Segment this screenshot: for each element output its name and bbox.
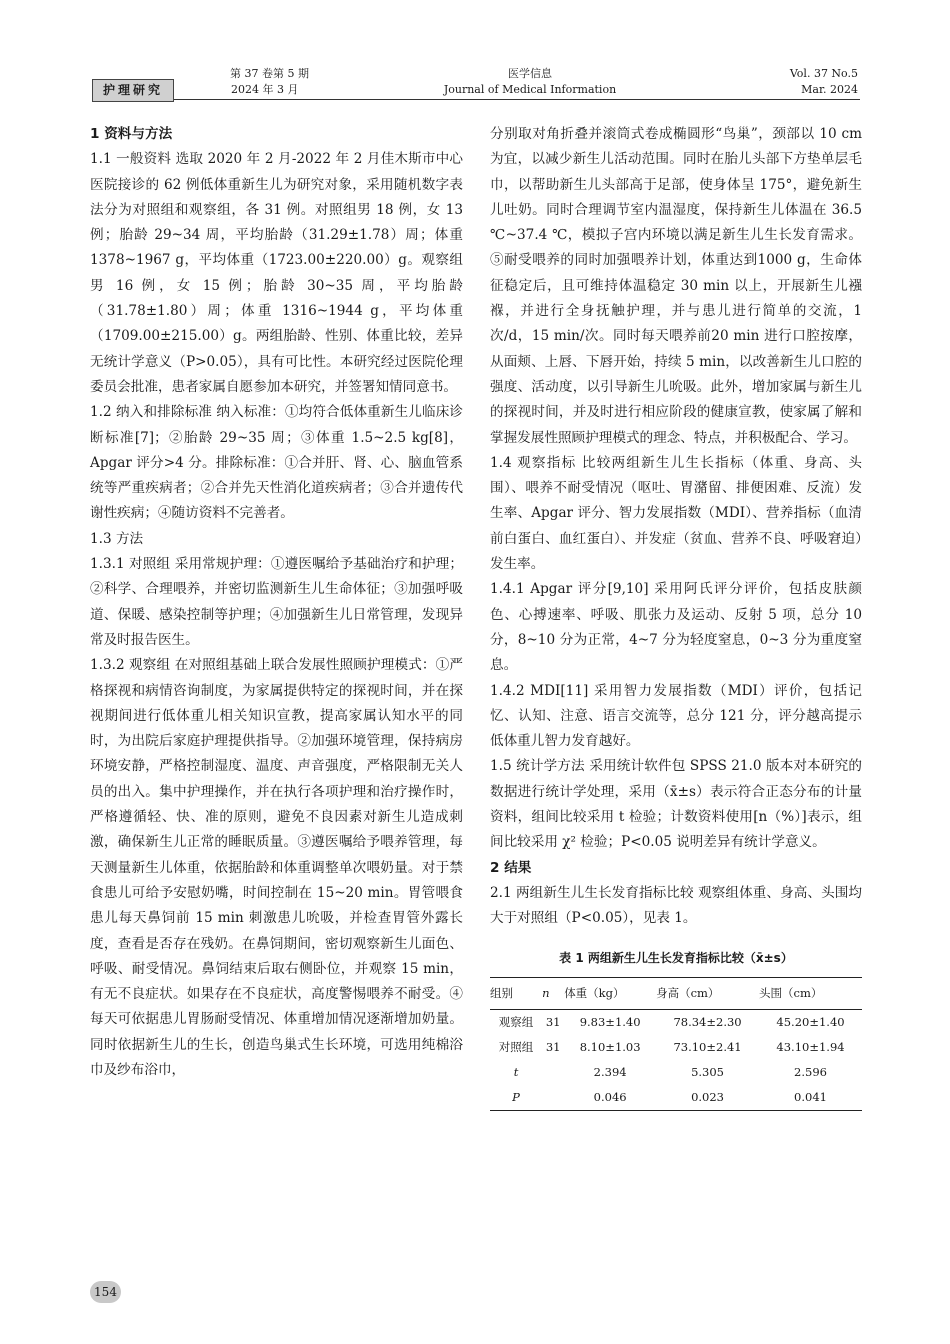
section-heading-results: 2 结果 (490, 859, 532, 876)
table-cell: 73.10±2.41 (673, 1040, 742, 1055)
section-badge: 护理研究 (92, 79, 174, 102)
paragraph-control-group: 1.3.1 对照组 采用常规护理：①遵医嘱给予基础治疗和护理；②科学、合理喂养，并密切监测新生儿生命体征；③加强呼吸道、保暖、感染控制等护理；④加强新生儿日常管理，发现异常及时报告医生。 (90, 556, 463, 648)
paragraph-general-data: 1.1 一般资料 选取 2020 年 2 月-2022 年 2 月佳木斯市中心医院接诊的 62 例低体重新生儿为研究对象，采用随机数字表法分为对照组和观察组，各 31 例。对照组男 18 例，女 13 例；胎龄 29~34 周，平均胎龄（31.29±1.78）周；体重 1378~1967 g，平均体重（1723.00±220.00）g。观察组男 16 例，女 15 例；胎龄 30~35 周，平均胎龄（31.78±1.80）周；体重 1316~1944 g，平均体重（1709.00±215.00）g。两组胎龄、性别、体重比较，差异无统计学意义（P>0.05），具有可比性。本研究经过医院伦理委员会批准，患者家属自愿参加本研究，并签署知情同意书。 (90, 151, 463, 395)
table-cell: P (490, 1085, 542, 1111)
paragraph-nest-care: 分别取对角折叠并滚筒式卷成椭圆形“鸟巢”，颈部以 10 cm 为宜，以减少新生儿活动范围。同时在胎儿头部下方垫单层毛巾，以帮助新生儿头部高于足部，使身体呈 175°，避免新生儿吐奶。同时合理调节室内温湿度，保持新生儿体温在 36.5 ℃~37.4 ℃，模拟子宫内环境以满足新生儿生长发育需求。⑤耐受喂养的同时加强喂养计划，体重达到1000 g，生命体征稳定后，且可维持体温稳定 30 min 以上，开展新生儿襁褓，并进行全身抚触护理，并与患儿进行简单的交流，1 次/d，15 min/次。同时每天喂养前20 min 进行口腔按摩，从面颊、上唇、下唇开始，持续 5 min，以改善新生儿口腔的强度、活动度，以引导新生儿吮吸。此外，增加家属与新生儿的探视时间，并及时进行相应阶段的健康宣教，使家属了解和掌握发展性照顾护理模式的理念、特点，并积极配合、学习。 (490, 126, 862, 446)
volume-en: Vol. 37 No.5 (789, 67, 858, 80)
table-cell: 2.394 (593, 1065, 627, 1080)
table-cell: 45.20±1.40 (776, 1015, 845, 1030)
table-row (490, 1035, 862, 1060)
table-header-cell: 体重（kg） (564, 977, 656, 1009)
table-header-cell: 头围（cm） (759, 977, 862, 1009)
date-cn: 2024 年 3 月 (231, 83, 299, 96)
table-cell: 31 (545, 1015, 561, 1030)
header-volume-en (790, 66, 858, 98)
section-heading-methods: 1 资料与方法 (90, 126, 173, 142)
right-column (490, 122, 862, 1111)
header-volume-cn (230, 66, 309, 98)
table-cell: 43.10±1.94 (776, 1040, 845, 1055)
table-cell (542, 1060, 564, 1085)
paragraph-statistics: 1.5 统计学方法 采用统计软件包 SPSS 21.0 版本对本研究的数据进行统计学处理，采用（x̄±s）表示符合正态分布的计量资料，组间比较采用 t 检验；计数资料使用[n（%）]表示，组间比较采用 χ² 检验；P<0.05 说明差异有统计学意义。 (490, 758, 862, 851)
page-header (0, 0, 950, 110)
journal-en: Journal of Medical Information (443, 83, 617, 96)
table-cell: 78.34±2.30 (673, 1015, 742, 1030)
table-row (490, 1085, 862, 1111)
table-cell: 对照组 (498, 1040, 534, 1055)
paragraph-indicators: 1.4 观察指标 比较两组新生儿生长指标（体重、身高、头围）、喂养不耐受情况（呕吐、胃潴留、排便困难、反流）发生率、Apgar 评分、智力发展指数（MDI）、营养指标（血清前白蛋白、血红蛋白）、并发症（贫血、营养不良、呼吸窘迫）发生率。 (490, 454, 862, 573)
paragraph-mdi: 1.4.2 MDI[11] 采用智力发展指数（MDI）评价，包括记忆、认知、注意、语言交流等，总分 121 分，评分越高提示低体重儿智力发育越好。 (490, 682, 862, 750)
date-en: Mar. 2024 (801, 83, 858, 96)
table-cell: 2.596 (794, 1065, 827, 1080)
table-cell: 31 (545, 1040, 561, 1055)
left-column (90, 122, 463, 1083)
table-row (490, 1010, 862, 1036)
table-row (490, 1060, 862, 1085)
table-cell: t (513, 1065, 519, 1080)
table-cell: 0.041 (759, 1085, 862, 1111)
table-cell: 观察组 (498, 1015, 534, 1030)
table-header-cell: n (542, 977, 564, 1009)
subheading-methods: 1.3 方法 (90, 530, 144, 547)
journal-cn: 医学信息 (508, 67, 552, 80)
table-cell: 0.046 (564, 1085, 656, 1111)
paragraph-results-growth: 2.1 两组新生儿生长发育指标比较 观察组体重、身高、头围均大于对照组（P<0.05），见表 1。 (490, 884, 862, 927)
volume-cn: 第 37 卷第 5 期 (230, 67, 309, 80)
table-cell: 0.023 (656, 1085, 759, 1111)
table-title: 表 1 两组新生儿生长发育指标比较（x̄±s） (559, 950, 793, 965)
header-journal (380, 66, 680, 98)
table-cell: 8.10±1.03 (579, 1040, 641, 1055)
paragraph-criteria: 1.2 纳入和排除标准 纳入标准：①均符合低体重新生儿临床诊断标准[7]；②胎龄 29~35 周；③体重 1.5~2.5 kg[8]，Apgar 评分>4 分。排除标准：①合并肝、肾、心、脑血管系统等严重疾病者；②合并先天性消化道疾病者；③合并遗传代谢性疾病；④随访资料不完善者。 (90, 404, 463, 522)
table-cell (542, 1085, 564, 1111)
paragraph-observation-group: 1.3.2 观察组 在对照组基础上联合发展性照顾护理模式：①严格探视和病情咨询制度，为家属提供特定的探视时间，并在探视期间进行低体重儿相关知识宣教，提高家属认知水平的同时，为出院后家庭护理提供指导。②加强环境管理，保持病房环境安静，严格控制湿度、温度、声音强度，严格限制无关人员的出入。集中护理操作，并在执行各项护理和治疗操作时，严格遵循轻、快、准的原则，避免不良因素对新生儿造成刺激，确保新生儿正常的睡眠质量。③遵医嘱给予喂养管理，每天测量新生儿体重，依据胎龄和体重调整单次喂奶量。对于禁食患儿可给予安慰奶嘴，时间控制在 15~20 min。胃管喂食患儿每天鼻饲前 15 min 刺激患儿吮吸，并检查胃管外露长度，查看是否存在残奶。在鼻饲期间，密切观察新生儿面色、呼吸、耐受情况。鼻饲结束后取右侧卧位，并观察 15 min，有无不良症状。如果存在不良症状，高度警惕喂养不耐受。④每天可依据患儿胃肠耐受情况、体重增加情况逐渐增加奶量。同时依据新生儿的生长，创造鸟巢式生长环境，可选用纯棉浴巾及纱布浴巾， (90, 657, 463, 1078)
table-header-row (490, 977, 862, 1009)
table-cell: 9.83±1.40 (579, 1015, 641, 1030)
page-number: 154 (90, 1281, 121, 1303)
results-table (490, 977, 862, 1111)
table-cell: 5.305 (691, 1065, 725, 1080)
paragraph-apgar: 1.4.1 Apgar 评分[9,10] 采用阿氏评分评价，包括皮肤颜色、心搏速率、呼吸、肌张力及运动、反射 5 项，总分 10 分，8~10 分为正常，4~7 分为轻度窒息，0~3 分为重度窒息。 (490, 581, 862, 674)
table-header-cell: 组别 (490, 977, 542, 1009)
header-rule (172, 99, 860, 100)
table-header-cell: 身高（cm） (656, 977, 759, 1009)
